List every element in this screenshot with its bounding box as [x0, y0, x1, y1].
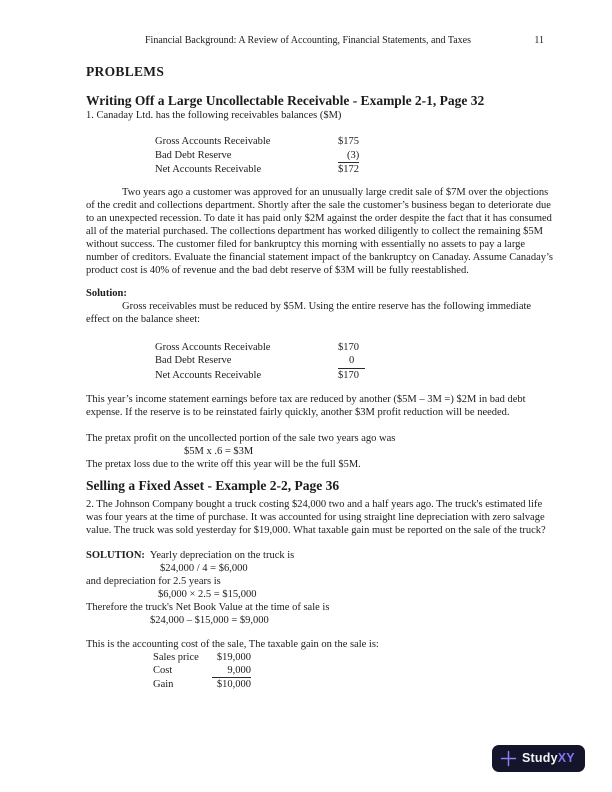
row-value: $170: [338, 369, 359, 381]
row-label: Sales price: [153, 652, 199, 663]
row-label: Net Accounts Receivable: [155, 369, 262, 381]
depreciation-formula: $24,000 / 4 = $6,000: [160, 563, 248, 574]
row-label: Bad Debt Reserve: [155, 355, 232, 366]
balance-table-after: [155, 341, 556, 383]
net-book-value-formula: $24,000 – $15,000 = $9,000: [150, 615, 269, 626]
table-row: [155, 163, 556, 177]
row-value: (3): [338, 149, 380, 164]
row-label: Cost: [153, 665, 173, 676]
balance-table-before: [155, 135, 556, 177]
table-row: [153, 664, 556, 678]
problem2-heading: Selling a Fixed Asset - Example 2-2, Page 36: [86, 478, 340, 493]
solution2-label: SOLUTION:: [86, 550, 145, 561]
depreciation-formula2: $6,000 × 2.5 = $15,000: [158, 589, 257, 600]
row-value: $10,000: [216, 679, 251, 690]
table-row: [155, 369, 556, 383]
row-label: Gain: [153, 679, 174, 690]
pretax-formula: $5M x .6 = $3M: [184, 446, 254, 457]
net-book-value-line: Therefore the truck's Net Book Value at the time of sale is: [86, 602, 330, 613]
table-row: [155, 354, 556, 369]
problems-heading: PROBLEMS: [86, 64, 165, 79]
row-label: Gross Accounts Receivable: [155, 341, 271, 353]
row-label: Gross Accounts Receivable: [155, 136, 271, 147]
row-value: $175: [338, 136, 359, 147]
pretax-profit-line: The pretax profit on the uncollected portion of the sale two years ago was: [86, 433, 396, 444]
problem1-heading: Writing Off a Large Uncollectable Receivable - Example 2-1, Page 32: [86, 93, 485, 108]
solution-intro: Gross receivables must be reduced by $5M. Using the entire reserve has the following immediate effect on the balance sheet:: [86, 300, 532, 325]
taxable-gain-line: This is the accounting cost of the sale, The taxable gain on the sale is:: [86, 639, 379, 650]
row-value: $172: [338, 164, 359, 175]
row-label: Bad Debt Reserve: [155, 149, 232, 161]
problem2-description: 2. The Johnson Company bought a truck costing $24,000 two and a half years ago. The truck's estimated life was four years at the time of purchase. It was accounted for using straight line depreciation with zero salvage value. The truck was sold yesterday for $19,000. What taxable gain must be reported on the sale of the truck?: [86, 499, 546, 536]
brand-study: Study: [522, 751, 558, 765]
solution2-line: [86, 549, 556, 562]
pretax-loss-line: The pretax loss due to the write off this year will be the full $5M.: [86, 459, 361, 470]
row-label: Net Accounts Receivable: [155, 164, 262, 175]
table-row: [155, 135, 556, 149]
depreciation-line2: and depreciation for 2.5 years is: [86, 576, 221, 587]
row-value: 9,000: [209, 664, 251, 678]
plus-icon: [500, 750, 517, 767]
running-header: [86, 34, 556, 47]
problem1-intro: 1. Canaday Ltd. has the following receivables balances ($M): [86, 110, 342, 121]
gain-table: [153, 651, 556, 691]
row-value: $170: [338, 341, 359, 353]
header-title: Financial Background: A Review of Accounting, Financial Statements, and Taxes: [145, 35, 471, 46]
table-row: [153, 651, 556, 664]
solution2-text: Yearly depreciation on the truck is: [149, 550, 295, 561]
studyxy-logo: [492, 745, 585, 772]
brand-xy: XY: [557, 751, 575, 765]
solution-paragraph: This year’s income statement earnings before tax are reduced by another ($5M – 3M =) $2M in bad debt expense. If the reserve is to be reinstated fairly quickly, another $3M profit reduction will be needed.: [86, 394, 526, 418]
page-number: 11: [534, 35, 544, 46]
row-value: 0: [338, 354, 380, 369]
row-value: $19,000: [216, 652, 251, 663]
page-content: [86, 34, 556, 691]
problem1-description: Two years ago a customer was approved for an unusually large credit sale of $7M over the objections of the credit and collections department. Shortly after the sale the customer’s business began to deteriorate due to an unexpected recession. To date it has paid only $2M against the order despite the fact that it has consumed all of the material purchased. The collections department has worked diligently to collect the remaining $5M without success. The customer filed for bankruptcy this morning with essentially no assets to pay a large number of creditors. Evaluate the financial statement impact of the bankruptcy on Canaday. Assume Canaday’s product cost is 40% of revenue and the bad debt reserve of $3M will be fully reestablished.: [86, 186, 554, 276]
table-row: [155, 149, 556, 164]
brand-text: [522, 745, 575, 772]
table-row: [153, 678, 556, 691]
solution-label: Solution:: [86, 287, 127, 299]
table-row: [155, 341, 556, 355]
